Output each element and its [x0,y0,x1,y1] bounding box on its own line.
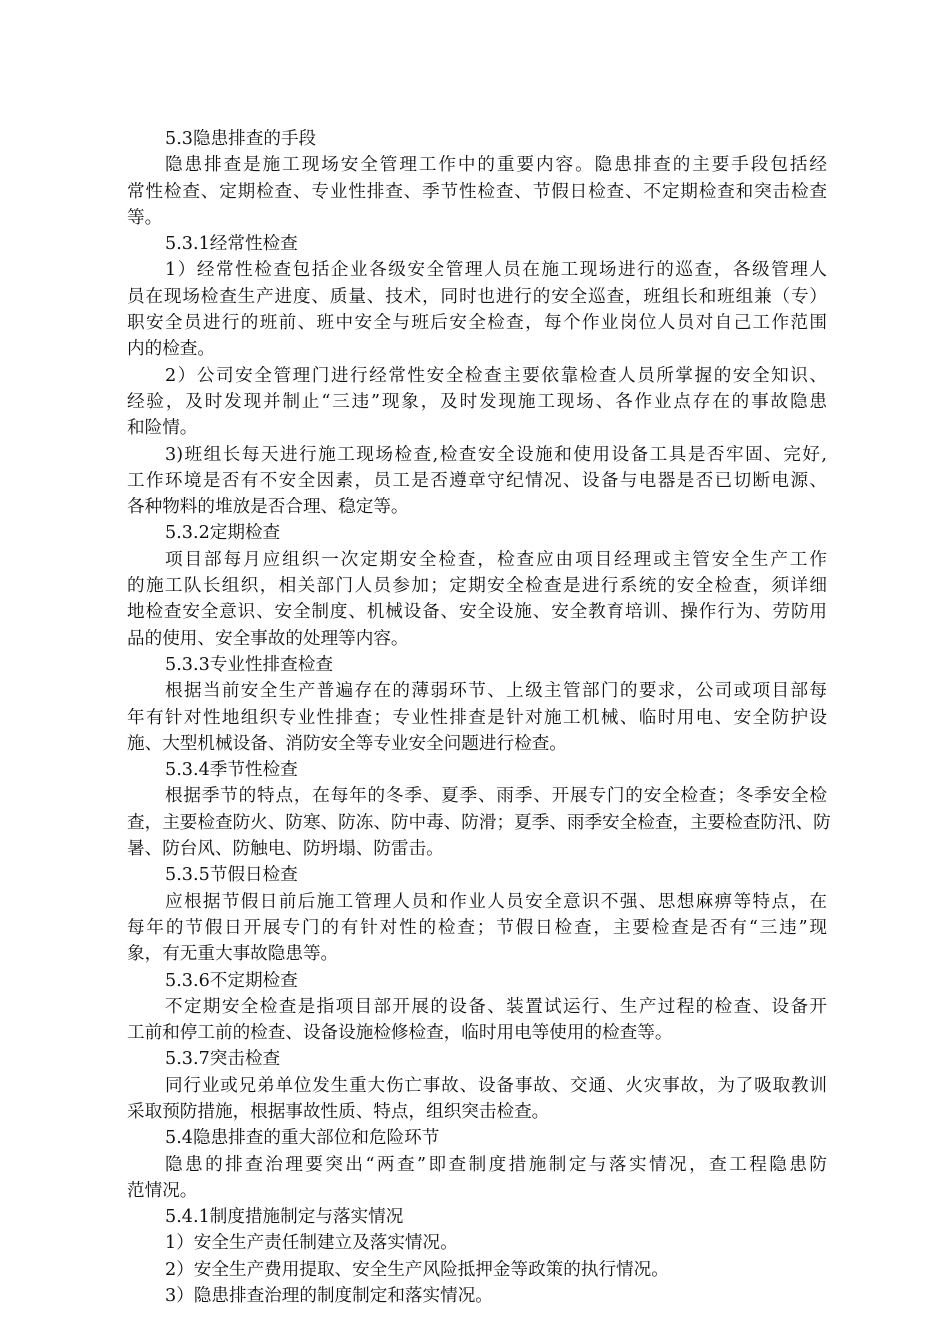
text-line: 项目部每月应组织一次定期安全检查，检查应由项目经理或主管安全生产工作 [165,549,827,570]
text-line: 5.4隐患排查的重大部位和危险环节 [165,1128,440,1149]
text-line: 5.3.2定期检查 [165,523,281,544]
text-line: 根据当前安全生产普遍存在的薄弱环节、上级主管部门的要求，公司或项目部每 [165,681,827,702]
text-line: 采取预防措施，根据事故性质、特点，组织突击检查。 [127,1101,550,1122]
text-line: 应根据节假日前后施工管理人员和作业人员安全意识不强、思想麻痹等特点，在 [165,891,827,912]
text-line: 隐患的排查治理要突出“两查”即查制度措施制定与落实情况，查工程隐患防 [165,1154,827,1175]
text-line: 2）安全生产费用提取、安全生产风险抵押金等政策的执行情况。 [165,1259,669,1280]
text-line: 各种物料的堆放是否合理、稳定等。 [127,497,409,518]
text-line: 隐患排查是施工现场安全管理工作中的重要内容。隐患排查的主要手段包括经 [165,155,827,176]
text-line: 5.3.3专业性排查检查 [165,654,333,675]
text-line: 范情况。 [127,1180,198,1201]
text-line: 施、大型机械设备、消防安全等专业安全问题进行检查。 [127,733,567,754]
text-line: 员在现场检查生产进度、质量、技术，同时也进行的安全巡查，班组长和班组兼（专） [127,286,827,307]
text-line: 1）经常性检查包括企业各级安全管理人员在施工现场进行的巡查，各级管理人 [165,260,827,281]
text-line: 5.3隐患排查的手段 [165,129,317,149]
text-line: 5.3.5节假日检查 [165,865,298,886]
text-line: 年有针对性地组织专业性排查；专业性排查是针对施工机械、临时用电、安全防护设 [127,707,827,728]
text-line: 的施工队长组织，相关部门人员参加；定期安全检查是进行系统的安全检查，须详细 [127,576,827,597]
text-line: 3)班组长每天进行施工现场检查,检查安全设施和使用设备工具是否牢固、完好, [165,444,827,465]
text-line: 1）安全生产责任制建立及落实情况。 [165,1233,458,1254]
text-line: 内的检查。 [127,339,215,360]
text-line: 5.4.1制度措施制定与落实情况 [165,1207,404,1228]
text-line: 象，有无重大事故隐患等。 [127,944,339,965]
text-line: 查，主要检查防火、防寒、防冻、防中毒、防滑；夏季、雨季安全检查，主要检查防汛、防 [127,812,831,833]
text-line: 5.3.6不定期检查 [165,970,298,991]
text-line: 等。 [127,207,163,228]
text-line: 暑、防台风、防触电、防坍塌、防雷击。 [127,839,444,860]
text-line: 每年的节假日开展专门的有针对性的检查；节假日检查，主要检查是否有“三违”现 [127,917,827,938]
text-line: 工前和停工前的检查、设备设施检修检查，临时用电等使用的检查等。 [127,1023,673,1044]
document-page [127,126,831,1309]
text-line: 常性检查、定期检查、专业性排查、季节性检查、节假日检查、不定期检查和突击检查 [127,181,827,202]
text-line: 不定期安全检查是指项目部开展的设备、装置试运行、生产过程的检查、设备开 [165,996,827,1017]
text-line: 2）公司安全管理门进行经常性安全检查主要依靠检查人员所掌握的安全知识、 [165,365,827,386]
text-line: 工作环境是否有不安全因素，员工是否遵章守纪情况、设备与电器是否已切断电源、 [127,470,827,491]
text-line: 和险情。 [127,418,198,439]
text-line: 品的使用、安全事故的处理等内容。 [127,628,409,649]
text-line: 职安全员进行的班前、班中安全与班后安全检查，每个作业岗位人员对自己工作范围 [127,313,827,334]
text-line: 同行业或兄弟单位发生重大伤亡事故、设备事故、交通、火灾事故，为了吸取教训 [165,1075,827,1096]
text-line: 经验，及时发现并制止“三违”现象，及时发现施工现场、各作业点存在的事故隐患 [127,391,827,412]
text-line: 地检查安全意识、安全制度、机械设备、安全设施、安全教育培训、操作行为、劳防用 [127,602,827,623]
text-line: 5.3.4季节性检查 [165,760,298,781]
text-line: 5.3.7突击检查 [165,1049,281,1070]
text-line: 5.3.1经常性检查 [165,234,298,255]
text-line: 3）隐患排查治理的制度制定和落实情况。 [165,1286,493,1307]
text-line: 根据季节的特点，在每年的冬季、夏季、雨季、开展专门的安全检查；冬季安全检 [165,786,827,807]
